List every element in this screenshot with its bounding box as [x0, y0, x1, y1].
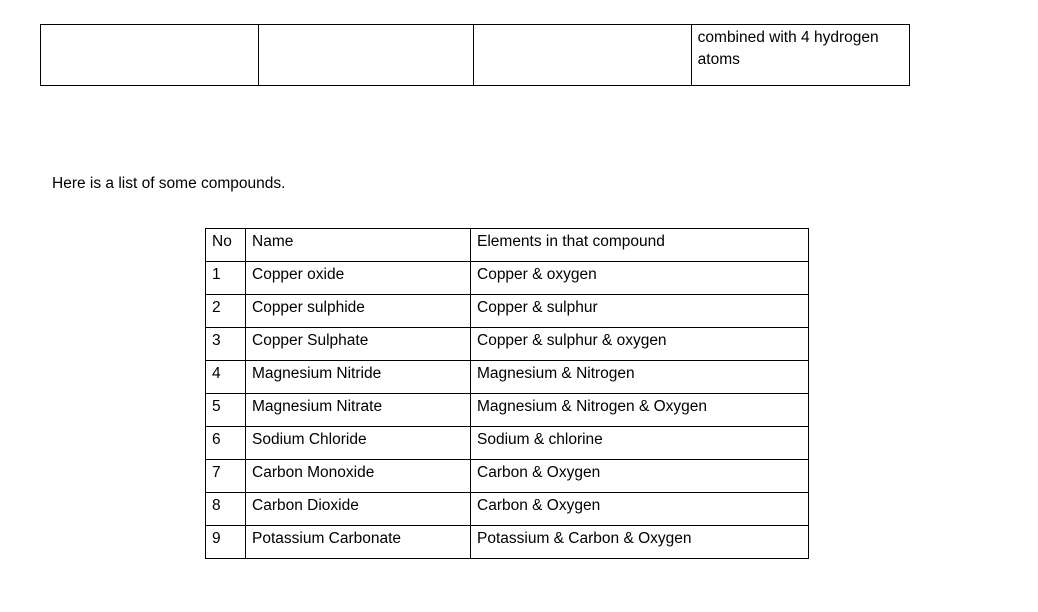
cell-name: Potassium Carbonate	[246, 526, 471, 559]
compounds-table-body	[206, 229, 809, 559]
cell-name: Magnesium Nitrate	[246, 394, 471, 427]
cell-name: Copper sulphide	[246, 295, 471, 328]
table-row	[206, 526, 809, 559]
cell-name: Copper Sulphate	[246, 328, 471, 361]
cell-name: Carbon Monoxide	[246, 460, 471, 493]
table-row	[206, 262, 809, 295]
top-table-cell-4: combined with 4 hydrogen atoms	[691, 25, 909, 86]
table-header-row	[206, 229, 809, 262]
cell-elements: Copper & oxygen	[471, 262, 809, 295]
table-row	[206, 295, 809, 328]
top-table	[40, 24, 910, 86]
table-row	[206, 427, 809, 460]
cell-elements: Sodium & chlorine	[471, 427, 809, 460]
table-row	[206, 328, 809, 361]
cell-name: Sodium Chloride	[246, 427, 471, 460]
cell-elements: Copper & sulphur & oxygen	[471, 328, 809, 361]
cell-elements: Copper & sulphur	[471, 295, 809, 328]
cell-no: 1	[206, 262, 246, 295]
cell-no: 7	[206, 460, 246, 493]
header-cell-elements: Elements in that compound	[471, 229, 809, 262]
cell-elements: Carbon & Oxygen	[471, 460, 809, 493]
cell-no: 2	[206, 295, 246, 328]
cell-no: 6	[206, 427, 246, 460]
cell-no: 8	[206, 493, 246, 526]
compounds-table-container	[205, 228, 809, 559]
table-row	[206, 460, 809, 493]
cell-name: Carbon Dioxide	[246, 493, 471, 526]
cell-elements: Magnesium & Nitrogen & Oxygen	[471, 394, 809, 427]
compounds-table	[205, 228, 809, 559]
header-cell-name: Name	[246, 229, 471, 262]
cell-elements: Magnesium & Nitrogen	[471, 361, 809, 394]
top-table-cell-2	[259, 25, 473, 86]
cell-no: 4	[206, 361, 246, 394]
table-row	[206, 394, 809, 427]
table-row	[41, 25, 910, 86]
top-table-cell-3	[473, 25, 691, 86]
cell-no: 9	[206, 526, 246, 559]
header-cell-no: No	[206, 229, 246, 262]
top-table-body	[41, 25, 910, 86]
cell-elements: Potassium & Carbon & Oxygen	[471, 526, 809, 559]
cell-name: Magnesium Nitride	[246, 361, 471, 394]
cell-no: 5	[206, 394, 246, 427]
cell-name: Copper oxide	[246, 262, 471, 295]
top-partial-table	[40, 24, 910, 86]
cell-elements: Carbon & Oxygen	[471, 493, 809, 526]
top-table-cell-1	[41, 25, 259, 86]
table-row	[206, 493, 809, 526]
cell-no: 3	[206, 328, 246, 361]
intro-paragraph: Here is a list of some compounds.	[52, 175, 286, 192]
table-row	[206, 361, 809, 394]
